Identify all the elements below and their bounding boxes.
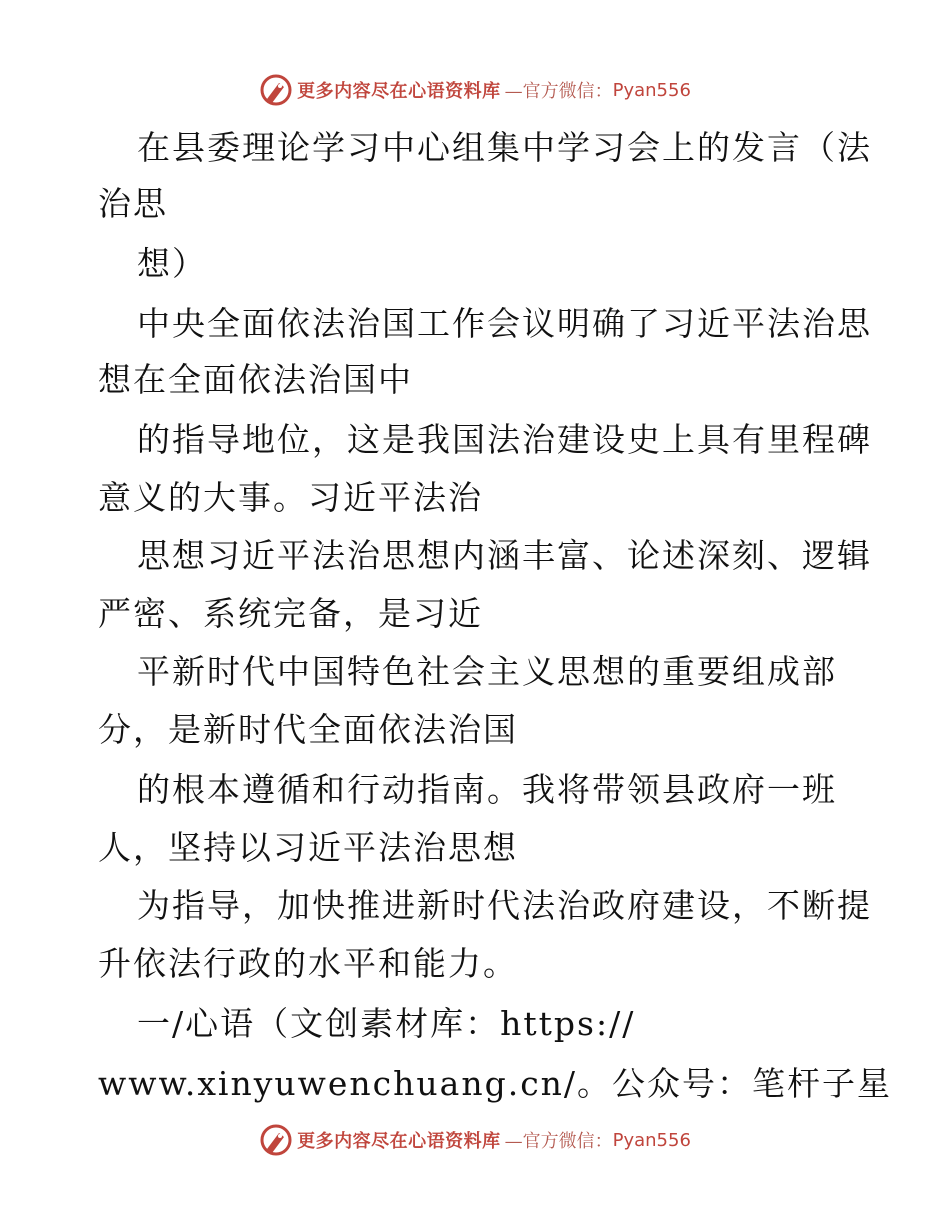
text-line: 的根本遵循和行动指南。我将带领县政府一班: [137, 770, 837, 809]
text-line: 为指导，加快推进新时代法治政府建设，不断提: [137, 886, 872, 925]
watermark-wechat-handle: Pyan556: [612, 1129, 691, 1151]
text-line: 分，是新时代全面依法治国: [98, 710, 518, 749]
text-line: 在县委理论学习中心组集中学习会上的发言（法: [137, 128, 872, 167]
text-line: 的指导地位，这是我国法治建设史上具有里程碑: [137, 420, 872, 459]
text-line: 治思: [98, 184, 168, 223]
text-line: 人，坚持以习近平法治思想: [98, 828, 518, 867]
text-line: 想在全面依法治国中: [98, 360, 413, 399]
watermark-header: [0, 70, 950, 110]
text-line: 升依法行政的水平和能力。: [98, 944, 518, 983]
text-line: 想）: [137, 244, 207, 283]
text-line: 平新时代中国特色社会主义思想的重要组成部: [137, 652, 837, 691]
pen-nib-logo-icon: [259, 1123, 293, 1157]
watermark-contact-label: —官方微信：: [504, 81, 613, 102]
watermark-contact-label: —官方微信：: [504, 1131, 613, 1152]
text-line: 一/心语（文创素材库：https://: [137, 1004, 636, 1043]
watermark-footer: [0, 1120, 950, 1160]
text-line: www.xinyuwenchuang.cn/。公众号：笔杆子星: [98, 1064, 893, 1103]
watermark-main-text: 更多内容尽在心语资料库: [297, 1131, 501, 1152]
watermark-wechat-handle: Pyan556: [612, 79, 691, 101]
text-line: 意义的大事。习近平法治: [98, 478, 483, 517]
pen-nib-logo-icon: [259, 73, 293, 107]
text-line: 中央全面依法治国工作会议明确了习近平法治思: [137, 304, 872, 343]
text-line: 思想习近平法治思想内涵丰富、论述深刻、逻辑: [137, 536, 872, 575]
text-line: 严密、系统完备，是习近: [98, 594, 483, 633]
watermark-main-text: 更多内容尽在心语资料库: [297, 81, 501, 102]
